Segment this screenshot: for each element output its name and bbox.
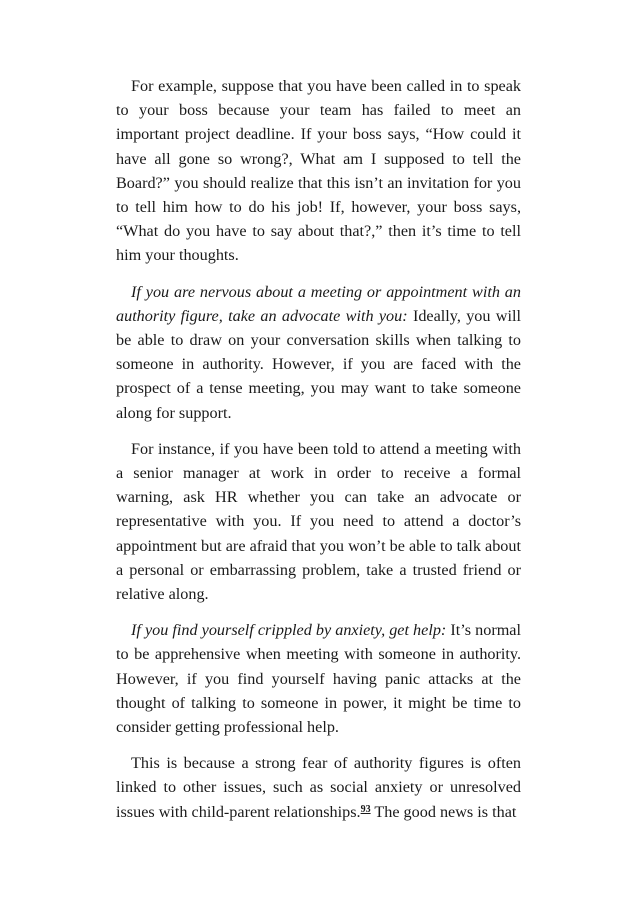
paragraph-text-continued: The good news is that: [370, 802, 517, 821]
paragraph-lead-italic: If you find yourself crippled by anxiety, get help:: [131, 621, 447, 640]
paragraph-example-boss: [116, 74, 521, 268]
paragraph-fear-authority: [116, 751, 521, 824]
paragraph-instance: [116, 437, 521, 606]
paragraph-anxiety: [116, 618, 521, 739]
footnote-reference-link[interactable]: 93: [360, 803, 371, 815]
paragraph-text: For example, suppose that you have been called in to speak to your boss because your team has failed to meet an important project deadline. If your boss says, “How could it have all gone so wrong?, What am I supposed to tell the Board?” you should realize that this isn’t an invitation for you to tell him how to do his job! If, however, your boss says, “What do you have to say about that?,” then it’s time to tell him your thoughts.: [116, 77, 521, 265]
paragraph-lead-italic: If you are nervous about a meeting or appointment with an authority figure, take an advocate with you:: [116, 282, 521, 325]
paragraph-text: This is because a strong fear of authority figures is often linked to other issues, such as social anxiety or unresolved issues with child-parent relationships.: [116, 754, 521, 821]
page-body: [116, 74, 521, 836]
paragraph-text: Ideally, you will be able to draw on your conversation skills when talking to someone in authority. However, if you are faced with the prospect of a tense meeting, you may want to take someone along for support.: [116, 306, 521, 422]
paragraph-text: For instance, if you have been told to attend a meeting with a senior manager at work in order to receive a formal warning, ask HR whether you can take an advocate or representative with you. If you need to attend a doctor’s appointment but are afraid that you won’t be able to talk about a personal or embarrassing problem, take a trusted friend or relative along.: [116, 439, 521, 604]
paragraph-text: It’s normal to be apprehensive when meeting with someone in authority. However, if you find yourself having panic attacks at the thought of talking to someone in power, it might be time to consider getting professional help.: [116, 621, 521, 737]
paragraph-advocate: [116, 280, 521, 425]
